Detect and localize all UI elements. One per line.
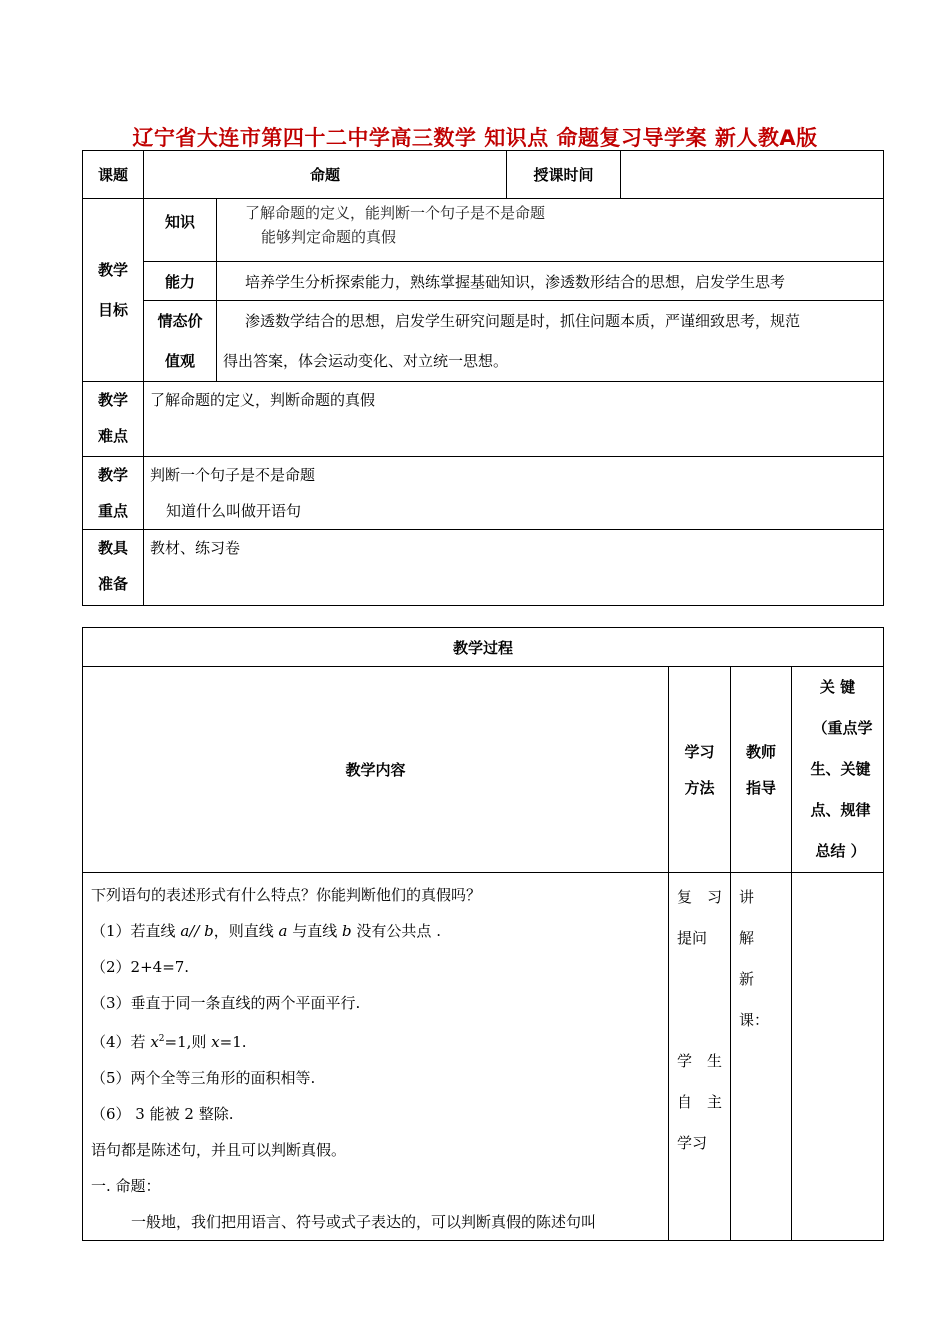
- emotion-label: 情态价 值观: [144, 301, 217, 382]
- time-label: 授课时间: [507, 151, 621, 199]
- emotion-line-1: 渗透数学结合的思想，启发学生研究问题是时，抓住问题本质，严谨细致思考，规范: [245, 312, 801, 330]
- keypoints-line-1: 判断一个句子是不是命题: [150, 466, 316, 484]
- method-column: 复 习 提问 学 生 自 主 学习: [669, 873, 731, 1241]
- tools-label: 教具 准备: [83, 530, 144, 606]
- knowledge-line-2: 能够判定命题的真假: [261, 228, 397, 246]
- col-method-header: 学习 方法: [669, 667, 731, 873]
- process-content: [83, 873, 669, 1241]
- time-value: [621, 151, 884, 199]
- keypoints-line-2: 知道什么叫做开语句: [166, 502, 302, 520]
- knowledge-label: 知识: [144, 199, 217, 262]
- document-title: 辽宁省大连市第四十二中学高三数学 知识点 命题复习导学案 新人教A版: [132, 126, 818, 150]
- statement-2: （2）2+4=7.: [91, 958, 190, 976]
- col-key-header: 关 键 （重点学 生、关键 点、规律 总结 ）: [792, 667, 884, 873]
- knowledge-text: [217, 199, 884, 262]
- statement-1: （1）若直线 a// b，则直线 a 与直线 b 没有公共点 .: [91, 922, 441, 940]
- statement-5: （5）两个全等三角形的面积相等.: [91, 1069, 316, 1087]
- emotion-text: [217, 301, 884, 382]
- emotion-line-2: 得出答案，体会运动变化、对立统一思想。: [223, 352, 509, 370]
- col-teacher-header: 教师 指导: [731, 667, 792, 873]
- knowledge-line-1: 了解命题的定义，能判断一个句子是不是命题: [245, 204, 546, 222]
- goals-label: 教学 目标: [83, 199, 144, 382]
- difficulty-label: 教学 难点: [83, 382, 144, 457]
- topic-label: 课题: [83, 151, 144, 199]
- ability-text: 培养学生分析探索能力，熟练掌握基础知识，渗透数形结合的思想，启发学生思考: [217, 262, 884, 301]
- statement-4: （4）若 $x^2=1$,则 x=1.: [91, 1033, 247, 1051]
- col-content-header: 教学内容: [83, 667, 669, 873]
- tools-text: 教材、练习卷: [144, 530, 884, 606]
- key-column: [792, 873, 884, 1241]
- lesson-info-table: [82, 150, 884, 606]
- intro-text: 下列语句的表述形式有什么特点？你能判断他们的真假吗？: [91, 886, 482, 904]
- process-header: 教学过程: [83, 628, 884, 667]
- keypoints-text: [144, 457, 884, 530]
- process-table: [82, 627, 884, 1241]
- topic-value: 命题: [144, 151, 507, 199]
- keypoints-label: 教学 重点: [83, 457, 144, 530]
- summary-text: 语句都是陈述句，并且可以判断真假。: [91, 1141, 347, 1159]
- difficulty-text: 了解命题的定义，判断命题的真假: [144, 382, 884, 457]
- teacher-column: 讲 解 新 课：: [731, 873, 792, 1241]
- definition-text: 一般地，我们把用语言、符号或式子表达的，可以判断真假的陈述句叫: [131, 1213, 597, 1231]
- statement-6: （6） 3 能被 2 整除.: [91, 1105, 234, 1123]
- ability-label: 能力: [144, 262, 217, 301]
- section-heading: 一. 命题：: [91, 1177, 161, 1195]
- statement-3: （3）垂直于同一条直线的两个平面平行.: [91, 994, 361, 1012]
